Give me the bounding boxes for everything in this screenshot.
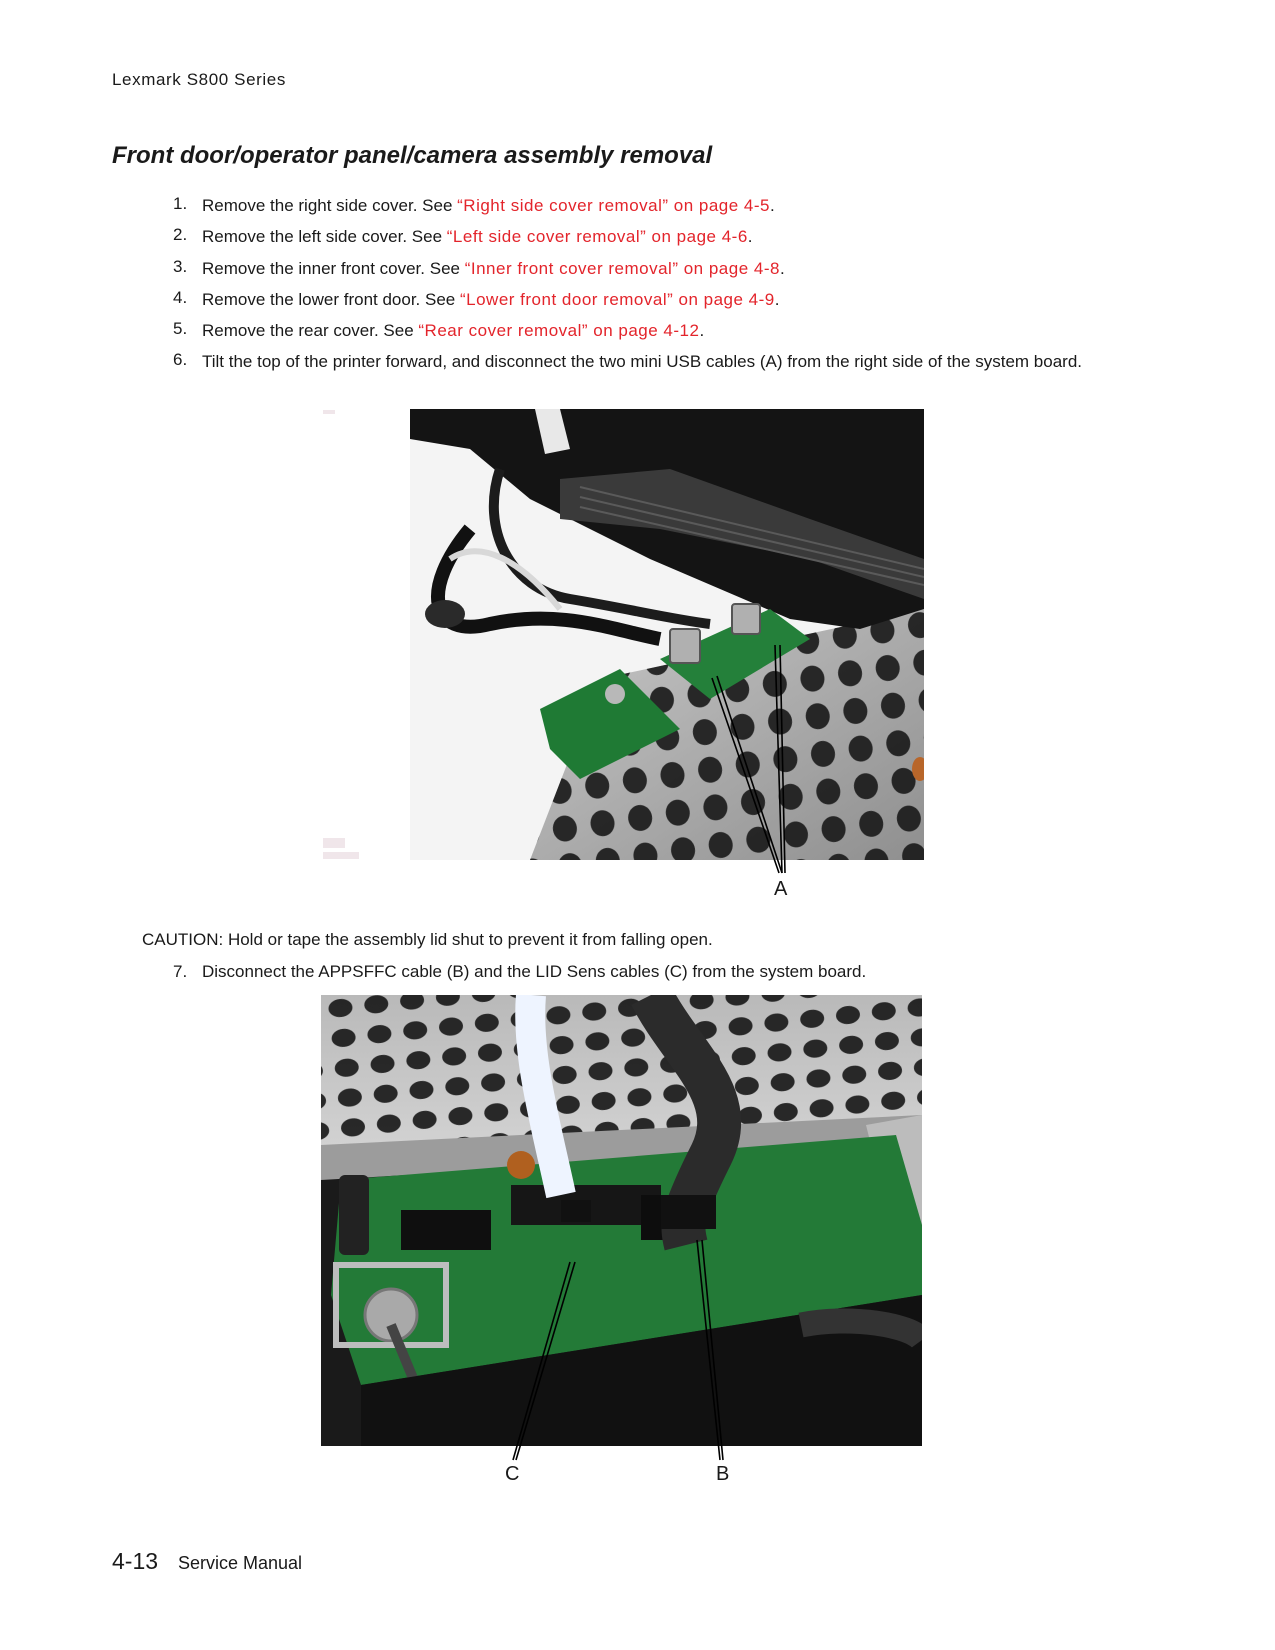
step-7 (160, 962, 1120, 982)
scan-artifact (323, 838, 345, 848)
callout-c: C (505, 1463, 520, 1485)
step-6 (160, 350, 1122, 373)
cross-reference-link[interactable]: “Rear cover removal” on page 4-12 (418, 321, 700, 340)
step-text: Remove the rear cover. See (202, 321, 419, 340)
step-number: 6. (173, 350, 188, 369)
step-number: 3. (173, 257, 188, 276)
section-title: Front door/operator panel/camera assembly removal (112, 142, 713, 169)
step-text: Tilt the top of the printer forward, and disconnect the two mini USB cables (A) from the right side of the system board. (202, 352, 1082, 371)
step-2 (160, 225, 753, 248)
step-number: 5. (173, 319, 188, 338)
callout-a: A (774, 878, 788, 900)
cross-reference-link[interactable]: “Right side cover removal” on page 4-5 (457, 196, 771, 215)
footer-label: Service Manual (178, 1553, 303, 1573)
callout-b: B (716, 1463, 730, 1485)
cross-reference-link[interactable]: “Inner front cover removal” on page 4-8 (464, 259, 780, 278)
step-text-end: . (747, 227, 753, 246)
step-text: Remove the left side cover. See (202, 227, 447, 246)
caution-note: CAUTION: Hold or tape the assembly lid shut to prevent it from falling open. (142, 930, 713, 949)
step-text-end: . (699, 321, 705, 340)
step-number: 1. (173, 194, 188, 213)
step-number: 4. (173, 288, 188, 307)
page-number: 4-13 (112, 1548, 159, 1574)
step-text-end: . (779, 259, 785, 278)
scan-artifact (323, 852, 359, 859)
step-text-end: . (774, 290, 780, 309)
step-5 (160, 319, 704, 342)
scan-artifact (323, 410, 335, 414)
step-3 (160, 257, 785, 280)
step-text: Remove the right side cover. See (202, 196, 458, 215)
step-4 (160, 288, 779, 311)
step-text: Remove the inner front cover. See (202, 259, 465, 278)
usb-cables-photo (410, 409, 924, 860)
running-header: Lexmark S800 Series (112, 70, 286, 89)
cross-reference-link[interactable]: “Left side cover removal” on page 4-6 (446, 227, 748, 246)
cross-reference-link[interactable]: “Lower front door removal” on page 4-9 (459, 290, 775, 309)
system-board-photo (321, 995, 922, 1446)
step-number: 7. (173, 962, 188, 981)
step-1 (160, 194, 775, 217)
step-text: Remove the lower front door. See (202, 290, 460, 309)
step-text: Disconnect the APPSFFC cable (B) and the LID Sens cables (C) from the system board. (202, 962, 867, 981)
step-number: 2. (173, 225, 188, 244)
step-text-end: . (770, 196, 775, 215)
